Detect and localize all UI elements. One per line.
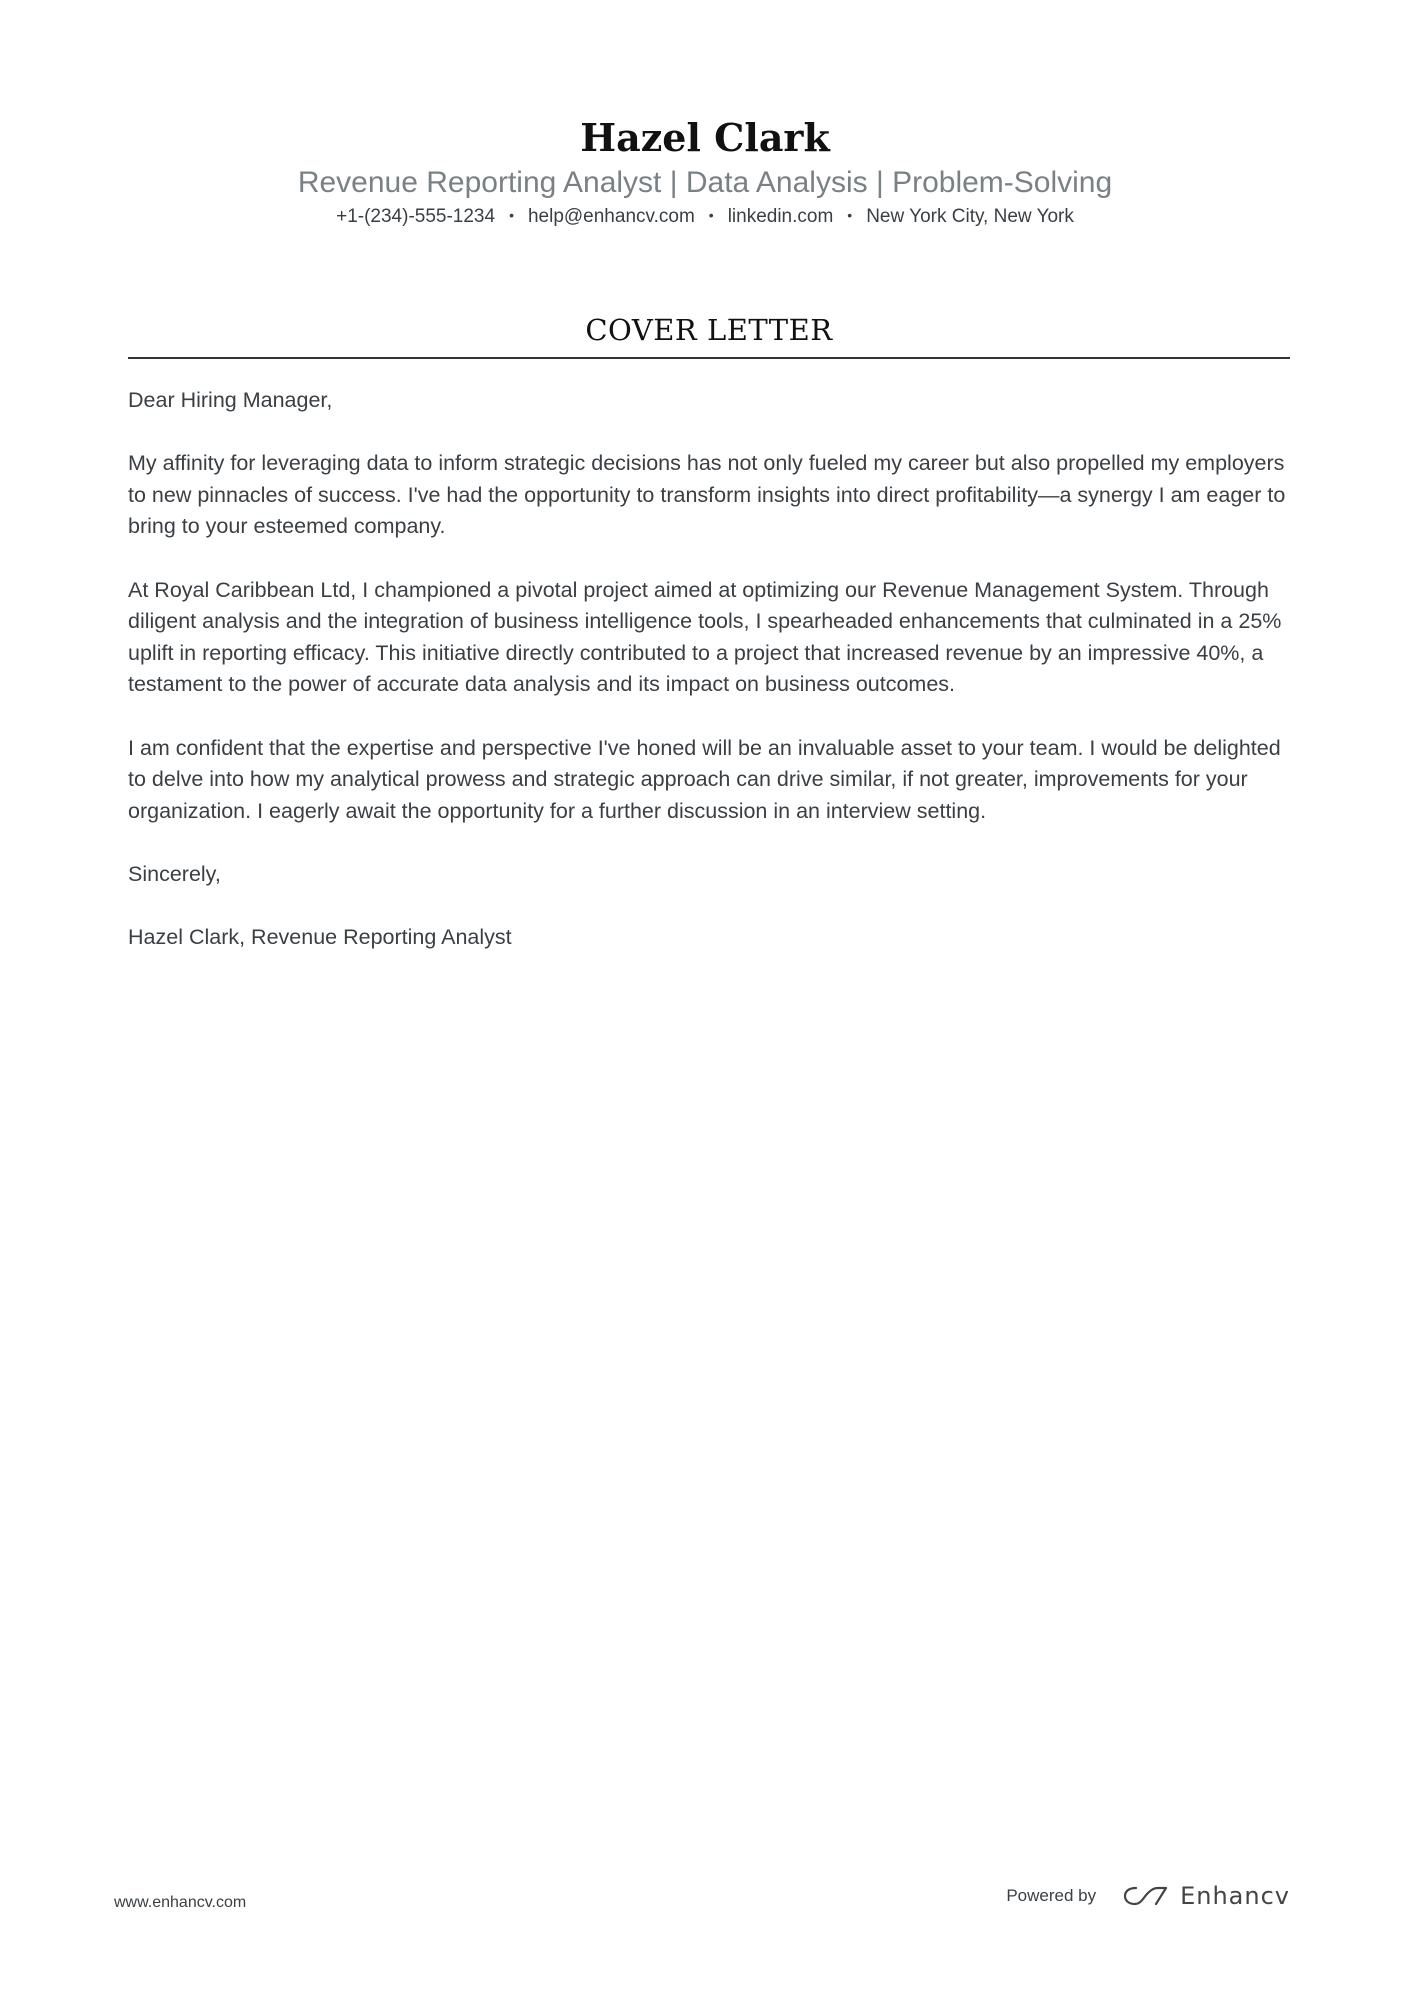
letter-body <box>128 385 1300 985</box>
contact-phone: +1-(234)-555-1234 <box>336 206 496 227</box>
letter-paragraph: My affinity for leveraging data to inform strategic decisions has not only fueled my career but also propelled my employers to new pinnacles of success. I've had the opportunity to transform insights into direct profitability—a synergy I am eager to bring to your esteemed company. <box>128 451 1286 539</box>
footer-website[interactable]: www.enhancv.com <box>114 1894 247 1911</box>
contact-separator: • <box>847 207 853 223</box>
enhancv-logo-icon <box>1122 1883 1170 1909</box>
section-title: COVER LETTER <box>585 313 833 347</box>
contact-line <box>0 202 1410 230</box>
enhancv-brand-name: Enhancv <box>1180 1882 1290 1910</box>
contact-separator: • <box>708 207 714 223</box>
applicant-name: Hazel Clark <box>580 115 830 160</box>
contact-location: New York City, New York <box>866 206 1074 227</box>
letter-closing: Sincerely, <box>128 861 221 886</box>
footer-branding[interactable] <box>1006 1882 1290 1910</box>
letter-paragraph: At Royal Caribbean Ltd, I championed a pivotal project aimed at optimizing our Revenue Management System. Through diligent analysis and the integration of business intelligence tools, I spearheaded enhancements that culminated in a 25% uplift in reporting efficacy. This initiative directly contributed to a project that increased revenue by an impressive 40%, a testament to the power of accurate data analysis and its impact on business outcomes. <box>128 577 1282 697</box>
letter-signature: Hazel Clark, Revenue Reporting Analyst <box>128 925 512 950</box>
contact-separator: • <box>509 207 514 223</box>
powered-by-label: Powered by <box>1006 1886 1097 1905</box>
letter-salutation: Dear Hiring Manager, <box>128 388 333 412</box>
applicant-headline: Revenue Reporting Analyst | Data Analysis | Problem-Solving <box>297 166 1113 199</box>
contact-linkedin[interactable]: linkedin.com <box>727 206 834 227</box>
letter-header <box>0 112 1410 230</box>
section-divider <box>128 357 1290 359</box>
letter-paragraph: I am confident that the expertise and perspective I've honed will be an invaluable asset to your team. I would be delighted to delve into how my analytical prowess and strategic approach can drive similar, if not greater, improvements for your organization. I eagerly await the opportunity for a further discussion in an interview setting. <box>128 735 1281 823</box>
contact-email[interactable]: help@enhancv.com <box>527 206 695 227</box>
